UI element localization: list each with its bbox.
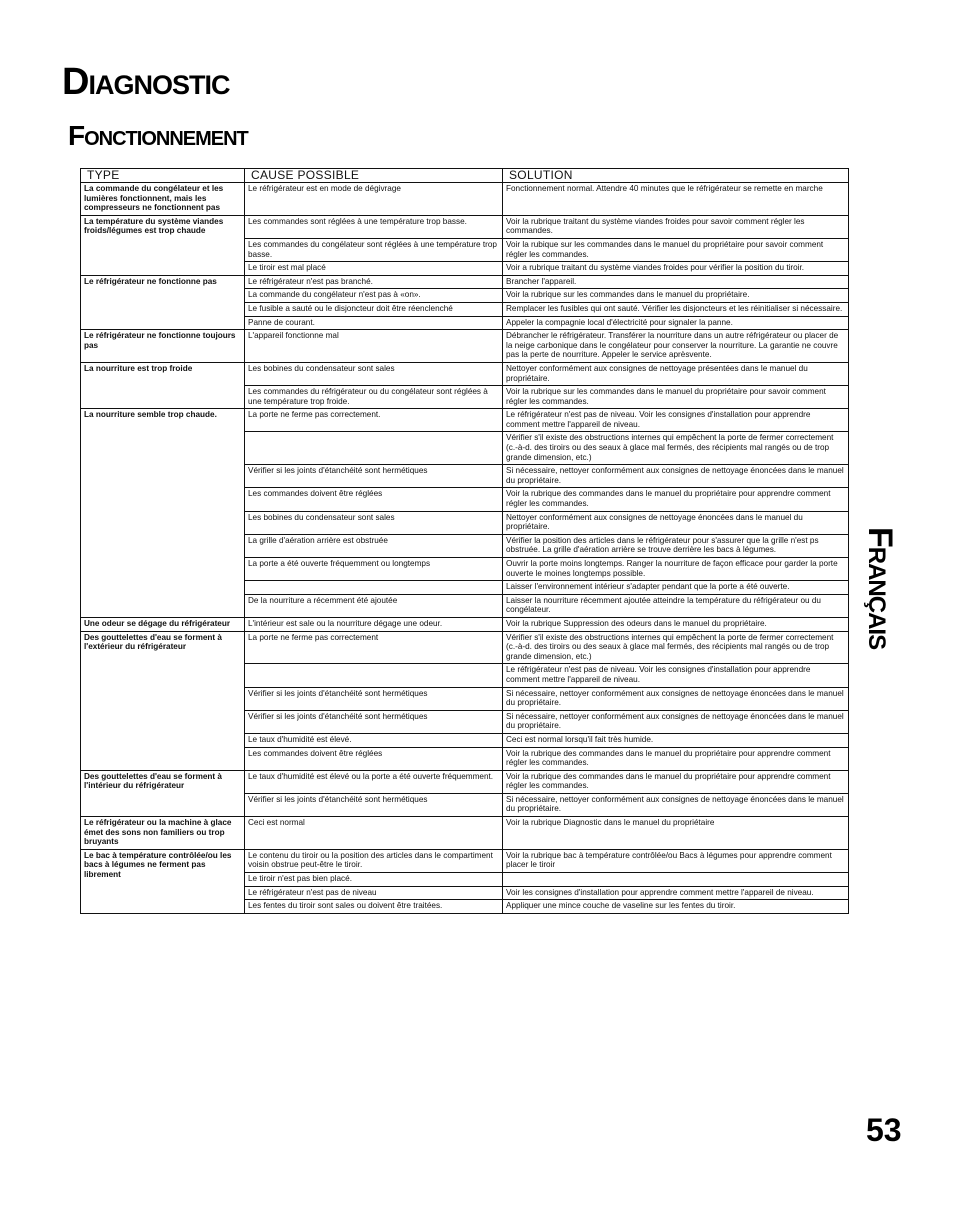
solution-cell: Le réfrigérateur n'est pas de niveau. Voir les consignes d'installation pour apprendre comment mettre l'appareil de niveau. bbox=[503, 409, 849, 432]
page-number: 53 bbox=[866, 1112, 902, 1148]
solution-cell: Voir la rubrique traitant du système viandes froides pour savoir comment régler les commandes. bbox=[503, 215, 849, 238]
table-row bbox=[81, 817, 849, 850]
cause-cell: Panne de courant. bbox=[245, 316, 503, 330]
solution-cell: Voir a rubrique traitant du système viandes froides pour vérifier la position du tiroir. bbox=[503, 262, 849, 276]
cause-cell: De la nourriture a récemment été ajoutée bbox=[245, 594, 503, 617]
type-cell: Le bac à température contrôlée/ou les bacs à légumes ne ferment pas librement bbox=[81, 849, 245, 913]
solution-cell: Nettoyer conformément aux consignes de nettoyage présentées dans le manuel du propriétaire. bbox=[503, 362, 849, 385]
table-row bbox=[81, 617, 849, 631]
solution-cell: Si nécessaire, nettoyer conformément aux consignes de nettoyage énoncées dans le manuel du propriétaire. bbox=[503, 710, 849, 733]
solution-cell: Laisser l'environnement intérieur s'adapter pendant que la porte a été ouverte. bbox=[503, 581, 849, 595]
cause-cell: Le fusible a sauté ou le disjoncteur doit être réenclenché bbox=[245, 302, 503, 316]
solution-cell: Voir la rubrique sur les commandes dans le manuel du propriétaire. bbox=[503, 289, 849, 303]
cause-cell bbox=[245, 664, 503, 687]
solution-cell: Voir la rubique sur les commandes dans le manuel du propriétaire pour savoir comment régler les commandes. bbox=[503, 238, 849, 261]
cause-cell: La grille d'aération arrière est obstruée bbox=[245, 534, 503, 557]
cause-cell: La porte a été ouverte fréquemment ou longtemps bbox=[245, 558, 503, 581]
cause-cell: Vérifier si les joints d'étanchéité sont hermétiques bbox=[245, 793, 503, 816]
cause-cell: Le réfrigérateur n'est pas de niveau bbox=[245, 886, 503, 900]
page-title: Diagnostic bbox=[62, 61, 230, 103]
cause-cell: Le taux d'humidité est élevé ou la porte a été ouverte fréquemment. bbox=[245, 770, 503, 793]
type-cell: La nourriture est trop froide bbox=[81, 362, 245, 408]
solution-cell: Brancher l'appareil. bbox=[503, 275, 849, 289]
solution-cell: Remplacer les fusibles qui ont sauté. Vérifier les disjoncteurs et les réinitialiser si nécessaire. bbox=[503, 302, 849, 316]
solution-cell: Vérifier s'il existe des obstructions internes qui empêchent la porte de fermer correctement (c.-à-d. des tiroirs ou des seaux à glace mal fermés, des récipients mal rangés ou de trop grande dimension, etc.) bbox=[503, 432, 849, 465]
cause-cell: Le réfrigérateur n'est pas branché. bbox=[245, 275, 503, 289]
cause-cell: La commande du congélateur n'est pas à «on». bbox=[245, 289, 503, 303]
solution-cell: Nettoyer conformément aux consignes de nettoyage énoncées dans le manuel du propriétaire. bbox=[503, 511, 849, 534]
cause-cell: Le contenu du tiroir ou la position des articles dans le compartiment voisin obstrue peut-être le tiroir. bbox=[245, 849, 503, 872]
table-row bbox=[81, 362, 849, 385]
cause-cell: Les commandes doivent être réglées bbox=[245, 747, 503, 770]
type-cell: Le réfrigérateur ne fonctionne pas bbox=[81, 275, 245, 329]
cause-cell: La porte ne ferme pas correctement. bbox=[245, 409, 503, 432]
type-cell: Une odeur se dégage du réfrigérateur bbox=[81, 617, 245, 631]
section-title: Fonctionnement bbox=[68, 120, 248, 151]
table-row bbox=[81, 770, 849, 793]
cause-cell: Le réfrigérateur est en mode de dégivrage bbox=[245, 183, 503, 216]
cause-cell: La porte ne ferme pas correctement bbox=[245, 631, 503, 664]
solution-cell: Si nécessaire, nettoyer conformément aux consignes de nettoyage énoncées dans le manuel du propriétaire. bbox=[503, 793, 849, 816]
cause-cell: Les bobines du condensateur sont sales bbox=[245, 362, 503, 385]
table-row bbox=[81, 330, 849, 363]
header-solution: SOLUTION bbox=[503, 169, 849, 183]
type-cell: La température du système viandes froids/légumes est trop chaude bbox=[81, 215, 245, 275]
solution-cell bbox=[503, 873, 849, 887]
solution-cell: Débrancher le réfrigérateur. Transférer la nourriture dans un autre réfrigérateur ou placer de la neige carbonique dans le congélateur pour conserver la nourriture. La garantie ne couvre pas la perte de nourriture. Appeler le service aprèsvente. bbox=[503, 330, 849, 363]
solution-cell: Voir la rubrique Diagnostic dans le manuel du propriétaire bbox=[503, 817, 849, 850]
cause-cell: Vérifier si les joints d'étanchéité sont hermétiques bbox=[245, 687, 503, 710]
cause-cell: Le tiroir n'est pas bien placé. bbox=[245, 873, 503, 887]
type-cell: Le réfrigérateur ne fonctionne toujours pas bbox=[81, 330, 245, 363]
table-row bbox=[81, 183, 849, 216]
type-cell: Le réfrigérateur ou la machine à glace émet des sons non familiers ou trop bruyants bbox=[81, 817, 245, 850]
cause-cell bbox=[245, 581, 503, 595]
table-row bbox=[81, 409, 849, 432]
solution-cell: Vérifier s'il existe des obstructions internes qui empêchent la porte de fermer correctement (c.-à-d. des tiroirs ou des seaux à glace mal fermés, des récipients mal rangés ou de trop grande dimension, etc.) bbox=[503, 631, 849, 664]
cause-cell: Vérifier si les joints d'étanchéité sont hermétiques bbox=[245, 710, 503, 733]
solution-cell: Voir la rubrique des commandes dans le manuel du propriétaire pour apprendre comment régler les commandes. bbox=[503, 488, 849, 511]
type-cell: Des gouttelettes d'eau se forment à l'extérieur du réfrigérateur bbox=[81, 631, 245, 770]
cause-cell: Vérifier si les joints d'étanchéité sont hermétiques bbox=[245, 465, 503, 488]
diagnostic-table bbox=[80, 168, 849, 914]
solution-cell: Voir la rubrique bac à température contrôlée/ou Bacs à légumes pour apprendre comment placer le tiroir bbox=[503, 849, 849, 872]
solution-cell: Si nécessaire, nettoyer conformément aux consignes de nettoyage énoncées dans le manuel du propriétaire. bbox=[503, 465, 849, 488]
table-row bbox=[81, 631, 849, 664]
solution-cell: Voir la rubrique des commandes dans le manuel du propriétaire pour apprendre comment régler les commandes. bbox=[503, 747, 849, 770]
solution-cell: Ceci est normal lorsqu'il fait très humide. bbox=[503, 733, 849, 747]
cause-cell: Les commandes du congélateur sont réglées à une température trop basse. bbox=[245, 238, 503, 261]
table-row bbox=[81, 215, 849, 238]
cause-cell: Les fentes du tiroir sont sales ou doivent être traitées. bbox=[245, 900, 503, 914]
solution-cell: Laisser la nourriture récemment ajoutée atteindre la température du réfrigérateur ou du congélateur. bbox=[503, 594, 849, 617]
language-side-label: Français bbox=[861, 526, 899, 650]
table-header-row bbox=[81, 169, 849, 183]
cause-cell: Le tiroir est mal placé bbox=[245, 262, 503, 276]
solution-cell: Le réfrigérateur n'est pas de niveau. Voir les consignes d'installation pour apprendre comment mettre l'appareil de niveau. bbox=[503, 664, 849, 687]
cause-cell: Les commandes du réfrigérateur ou du congélateur sont réglées à une température trop froide. bbox=[245, 386, 503, 409]
solution-cell: Voir les consignes d'installation pour apprendre comment mettre l'appareil de niveau. bbox=[503, 886, 849, 900]
header-cause: CAUSE POSSIBLE bbox=[245, 169, 503, 183]
solution-cell: Appliquer une mince couche de vaseline sur les fentes du tiroir. bbox=[503, 900, 849, 914]
cause-cell: Les commandes doivent être réglées bbox=[245, 488, 503, 511]
cause-cell: Les bobines du condensateur sont sales bbox=[245, 511, 503, 534]
solution-cell: Appeler la compagnie local d'électricité pour signaler la panne. bbox=[503, 316, 849, 330]
solution-cell: Si nécessaire, nettoyer conformément aux consignes de nettoyage énoncées dans le manuel du propriétaire. bbox=[503, 687, 849, 710]
solution-cell: Vérifier la position des articles dans le réfrigérateur pour s'assurer que la grille n'est ps obstruée. La grille d'aération arrière se trouve derrière les bacs à légumes. bbox=[503, 534, 849, 557]
cause-cell: Les commandes sont réglées à une température trop basse. bbox=[245, 215, 503, 238]
solution-cell: Voir la rubrique des commandes dans le manuel du propriétaire pour apprendre comment régler les commandes. bbox=[503, 770, 849, 793]
cause-cell bbox=[245, 432, 503, 465]
cause-cell: Ceci est normal bbox=[245, 817, 503, 850]
solution-cell: Fonctionnement normal. Attendre 40 minutes que le réfrigérateur se remette en marche bbox=[503, 183, 849, 216]
solution-cell: Voir la rubrique sur les commandes dans le manuel du propriétaire pour savoir comment régler les commandes. bbox=[503, 386, 849, 409]
type-cell: La commande du congélateur et les lumières fonctionnent, mais les compresseurs ne fonctionnent pas bbox=[81, 183, 245, 216]
cause-cell: Le taux d'humidité est élevé. bbox=[245, 733, 503, 747]
table-row bbox=[81, 275, 849, 289]
type-cell: Des gouttelettes d'eau se forment à l'intérieur du réfrigérateur bbox=[81, 770, 245, 816]
header-type: TYPE bbox=[81, 169, 245, 183]
solution-cell: Ouvrir la porte moins longtemps. Ranger la nourriture de façon efficace pour garder la porte ouverte le moines longtemps possible. bbox=[503, 558, 849, 581]
solution-cell: Voir la rubrique Suppression des odeurs dans le manuel du propriétaire. bbox=[503, 617, 849, 631]
table-row bbox=[81, 849, 849, 872]
table-body bbox=[81, 183, 849, 914]
cause-cell: L'appareil fonctionne mal bbox=[245, 330, 503, 363]
cause-cell: L'intérieur est sale ou la nourriture dégage une odeur. bbox=[245, 617, 503, 631]
type-cell: La nourriture semble trop chaude. bbox=[81, 409, 245, 618]
